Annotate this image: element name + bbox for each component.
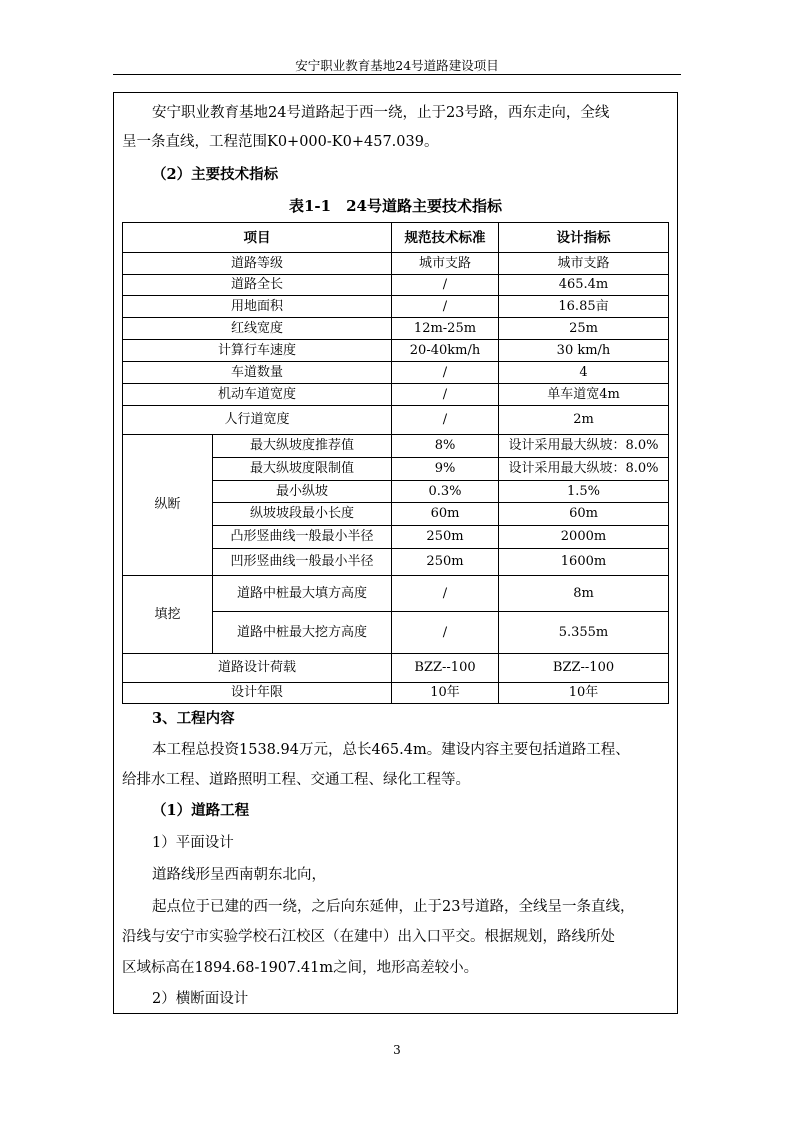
group-label-profile: 纵断 [123, 435, 213, 576]
table-row [123, 253, 669, 275]
cell-design: 1600m [499, 549, 669, 576]
cell-item: 道路中桩最大填方高度 [213, 576, 392, 612]
cell-standard: / [392, 612, 499, 654]
table-row [123, 654, 669, 683]
cell-design: 2000m [499, 526, 669, 549]
cell-item: 红线宽度 [123, 318, 392, 340]
cell-design: 8m [499, 576, 669, 612]
header-standard: 规范技术标准 [392, 223, 499, 253]
cell-item: 机动车道宽度 [123, 384, 392, 406]
table-row [123, 318, 669, 340]
table-row [123, 406, 669, 435]
cell-design: 10年 [499, 683, 669, 704]
cell-item: 道路等级 [123, 253, 392, 275]
intro-line-2: 呈一条直线，工程范围K0+000-K0+457.039。 [122, 134, 439, 150]
section-content-heading: 3、工程内容 [152, 710, 235, 727]
table-row [123, 683, 669, 704]
cell-standard: 12m-25m [392, 318, 499, 340]
group-label-fill: 填挖 [123, 576, 213, 654]
sub-cross-heading: 2）横断面设计 [152, 991, 249, 1007]
table-row [123, 435, 669, 458]
cell-item: 凸形竖曲线一般最小半径 [213, 526, 392, 549]
cell-design: 2m [499, 406, 669, 435]
cell-design: BZZ--100 [499, 654, 669, 683]
content-line-2: 给排水工程、道路照明工程、交通工程、绿化工程等。 [122, 772, 470, 788]
cell-standard: / [392, 362, 499, 384]
cell-item: 道路设计荷载 [123, 654, 392, 683]
plan-line-2: 起点位于已建的西一绕，之后向东延伸，止于23号道路，全线呈一条直线， [152, 899, 635, 915]
cell-standard: 0.3% [392, 481, 499, 503]
cell-design: 30 km/h [499, 340, 669, 362]
table-header-row [123, 223, 669, 253]
spec-table [122, 222, 669, 704]
cell-design: 5.355m [499, 612, 669, 654]
cell-standard: 250m [392, 526, 499, 549]
page-number: 3 [393, 1043, 401, 1057]
table-row [123, 384, 669, 406]
cell-standard: / [392, 576, 499, 612]
table-row [123, 340, 669, 362]
header-design: 设计指标 [499, 223, 669, 253]
plan-line-1: 道路线形呈西南朝东北向， [152, 867, 326, 883]
cell-standard: / [392, 296, 499, 318]
cell-standard: / [392, 406, 499, 435]
cell-design: 60m [499, 503, 669, 526]
cell-standard: 60m [392, 503, 499, 526]
content-line-1: 本工程总投资1538.94万元，总长465.4m。建设内容主要包括道路工程、 [152, 742, 630, 758]
cell-item: 道路全长 [123, 275, 392, 296]
cell-item: 道路中桩最大挖方高度 [213, 612, 392, 654]
section-road-heading: （1）道路工程 [152, 802, 250, 819]
sub-plan-heading: 1）平面设计 [152, 835, 234, 851]
cell-design: 465.4m [499, 275, 669, 296]
plan-line-3: 沿线与安宁市实验学校石江校区（在建中）出入口平交。根据规划，路线所处 [122, 929, 615, 945]
cell-standard: 250m [392, 549, 499, 576]
cell-item: 计算行车速度 [123, 340, 392, 362]
cell-standard: / [392, 275, 499, 296]
cell-item: 用地面积 [123, 296, 392, 318]
cell-item: 人行道宽度 [123, 406, 392, 435]
cell-item: 最大纵坡度限制值 [213, 458, 392, 481]
plan-line-4: 区域标高在1894.68-1907.41m之间，地形高差较小。 [122, 960, 479, 976]
cell-standard: / [392, 384, 499, 406]
cell-standard: 10年 [392, 683, 499, 704]
table-row [123, 296, 669, 318]
cell-item: 最大纵坡度推荐值 [213, 435, 392, 458]
cell-design: 城市支路 [499, 253, 669, 275]
cell-standard: 城市支路 [392, 253, 499, 275]
cell-standard: 20-40km/h [392, 340, 499, 362]
section-tech-heading: （2）主要技术指标 [152, 166, 279, 183]
table-row [123, 362, 669, 384]
cell-design: 单车道宽4m [499, 384, 669, 406]
cell-standard: 8% [392, 435, 499, 458]
cell-item: 最小纵坡 [213, 481, 392, 503]
table-caption: 表1-1 24号道路主要技术指标 [289, 197, 502, 215]
cell-design: 16.85亩 [499, 296, 669, 318]
cell-standard: 9% [392, 458, 499, 481]
cell-design: 1.5% [499, 481, 669, 503]
table-row [123, 576, 669, 612]
cell-item: 车道数量 [123, 362, 392, 384]
cell-item: 凹形竖曲线一般最小半径 [213, 549, 392, 576]
header-item: 项目 [123, 223, 392, 253]
cell-design: 设计采用最大纵坡：8.0% [499, 435, 669, 458]
cell-design: 设计采用最大纵坡：8.0% [499, 458, 669, 481]
cell-standard: BZZ--100 [392, 654, 499, 683]
cell-item: 设计年限 [123, 683, 392, 704]
intro-line-1: 安宁职业教育基地24号道路起于西一绕，止于23号路，西东走向，全线 [152, 105, 610, 121]
cell-item: 纵坡坡段最小长度 [213, 503, 392, 526]
table-row [123, 275, 669, 296]
cell-design: 25m [499, 318, 669, 340]
cell-design: 4 [499, 362, 669, 384]
running-header: 安宁职业教育基地24号道路建设项目 [113, 58, 681, 75]
